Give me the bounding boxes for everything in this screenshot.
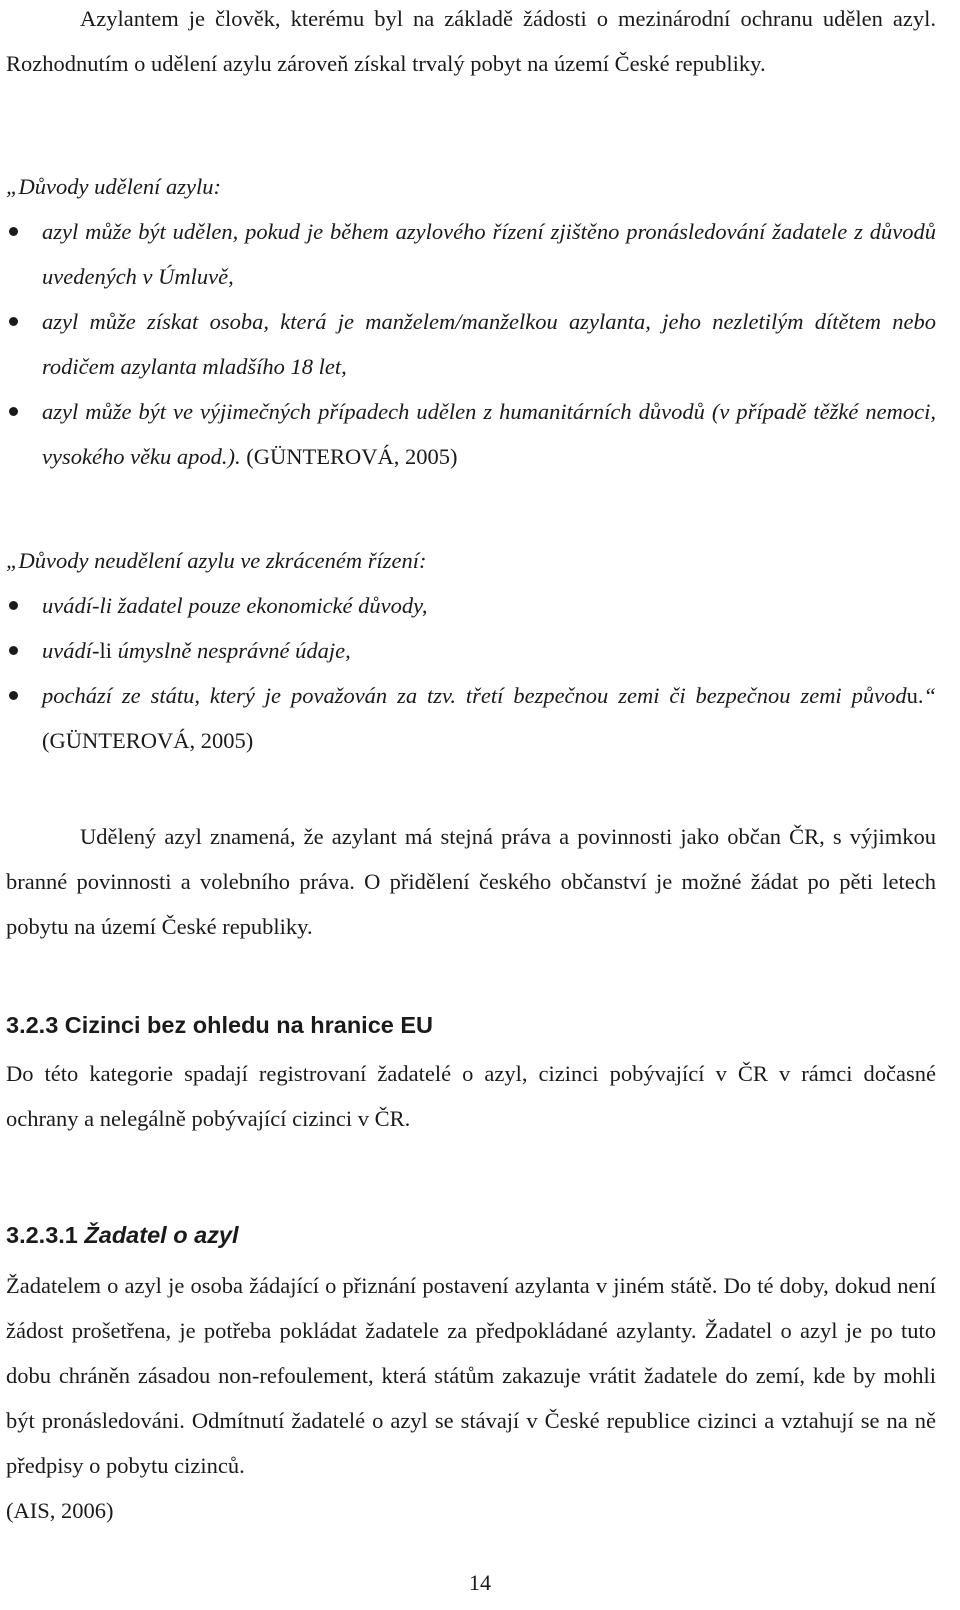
granted-asylum-paragraph: Udělený azyl znamená, že azylant má stejná práva a povinnosti jako občan ČR, s výjimkou branné povinnosti a volebního práva. O přidělení českého občanství je možné žádat po pěti letech pobytu na území České republiky. xyxy=(6,824,936,939)
citation: (GÜNTEROVÁ, 2005) xyxy=(42,728,254,753)
list-item-text: azyl může být ve výjimečných případech udělen z humanitárních důvodů (v případě těžké nemoci, vysokého věku apod.). xyxy=(42,399,936,469)
section-323 xyxy=(6,1010,936,1141)
bullet-icon xyxy=(6,628,20,673)
grant-reasons-heading: „Důvody udělení azylu: xyxy=(6,174,221,199)
granted-asylum-block xyxy=(6,814,936,949)
list-item xyxy=(6,209,936,299)
list-item xyxy=(6,389,936,479)
subsection-title: Žadatel o azyl xyxy=(84,1222,239,1248)
list-item-text-end: u. xyxy=(906,683,924,708)
section-heading: 3.2.3 Cizinci bez ohledu na hranice EU xyxy=(6,1012,434,1038)
citation: (GÜNTEROVÁ, 2005) xyxy=(240,444,458,469)
bullet-icon xyxy=(6,389,20,434)
list-item-text: azyl může získat osoba, která je manželem/manželkou azylanta, jeho nezletilým dítětem nebo rodičem azylanta mladšího 18 let, xyxy=(42,309,936,379)
list-item-text: uvádí-li žadatel pouze ekonomické důvody, xyxy=(42,593,428,618)
page-number: 14 xyxy=(469,1570,491,1595)
list-item xyxy=(6,583,936,628)
list-item-text: pochází ze státu, který je považován za tzv. třetí bezpečnou zemi či bezpečnou zemi původ xyxy=(42,683,907,708)
citation: (AIS, 2006) xyxy=(6,1498,114,1523)
grant-reasons-block xyxy=(6,164,936,479)
subsection-number: 3.2.3.1 xyxy=(6,1222,85,1248)
closing-quote: “ xyxy=(923,683,936,708)
section-paragraph xyxy=(6,1263,936,1488)
bullet-icon xyxy=(6,583,20,628)
refusal-reasons-heading: „Důvody neudělení azylu ve zkráceném řízení: xyxy=(6,548,427,573)
list-item-text: azyl může být udělen, pokud je během azylového řízení zjištěno pronásledování žadatele z důvodů uvedených v Úmluvě, xyxy=(42,219,936,289)
intro-block xyxy=(6,0,936,86)
subsection-heading xyxy=(6,1220,936,1250)
list-item xyxy=(6,628,936,673)
refusal-reasons-list xyxy=(6,583,936,763)
list-item-text-plain: li xyxy=(99,638,112,663)
section-3231 xyxy=(6,1220,936,1533)
list-item xyxy=(6,673,936,763)
list-item-text-b: úmyslně nesprávné údaje, xyxy=(112,638,351,663)
bullet-icon xyxy=(6,673,20,718)
section-paragraph: Do této kategorie spadají registrovaní žadatelé o azyl, cizinci pobývající v ČR v rámci dočasné ochrany a nelegálně pobývající cizinci v ČR. xyxy=(6,1061,936,1131)
list-item-text-a: uvádí- xyxy=(42,638,100,663)
intro-paragraph: Azylantem je člověk, kterému byl na základě žádosti o mezinárodní ochranu udělen azyl. Rozhodnutím o udělení azylu zároveň získal trvalý pobyt na území České republiky. xyxy=(6,6,936,76)
list-item xyxy=(6,299,936,389)
refusal-reasons-block xyxy=(6,538,936,763)
grant-reasons-list xyxy=(6,209,936,479)
bullet-icon xyxy=(6,299,20,344)
bullet-icon xyxy=(6,209,20,254)
section-paragraph-text: Žadatelem o azyl je osoba žádající o přiznání postavení azylanta v jiném státě. Do té doby, dokud není žádost prošetřena, je potřeba pokládat žadatele za předpokládané azylanty. Žadatel o azyl je po tuto dobu chráněn zásadou non-refoulement, která státům zakazuje vrátit žadatele do zemí, kde by mohli být pronásledováni. Odmítnutí žadatelé o azyl se stávají v České republice cizinci a vztahují se na ně předpisy o pobytu cizinců. xyxy=(6,1273,936,1478)
